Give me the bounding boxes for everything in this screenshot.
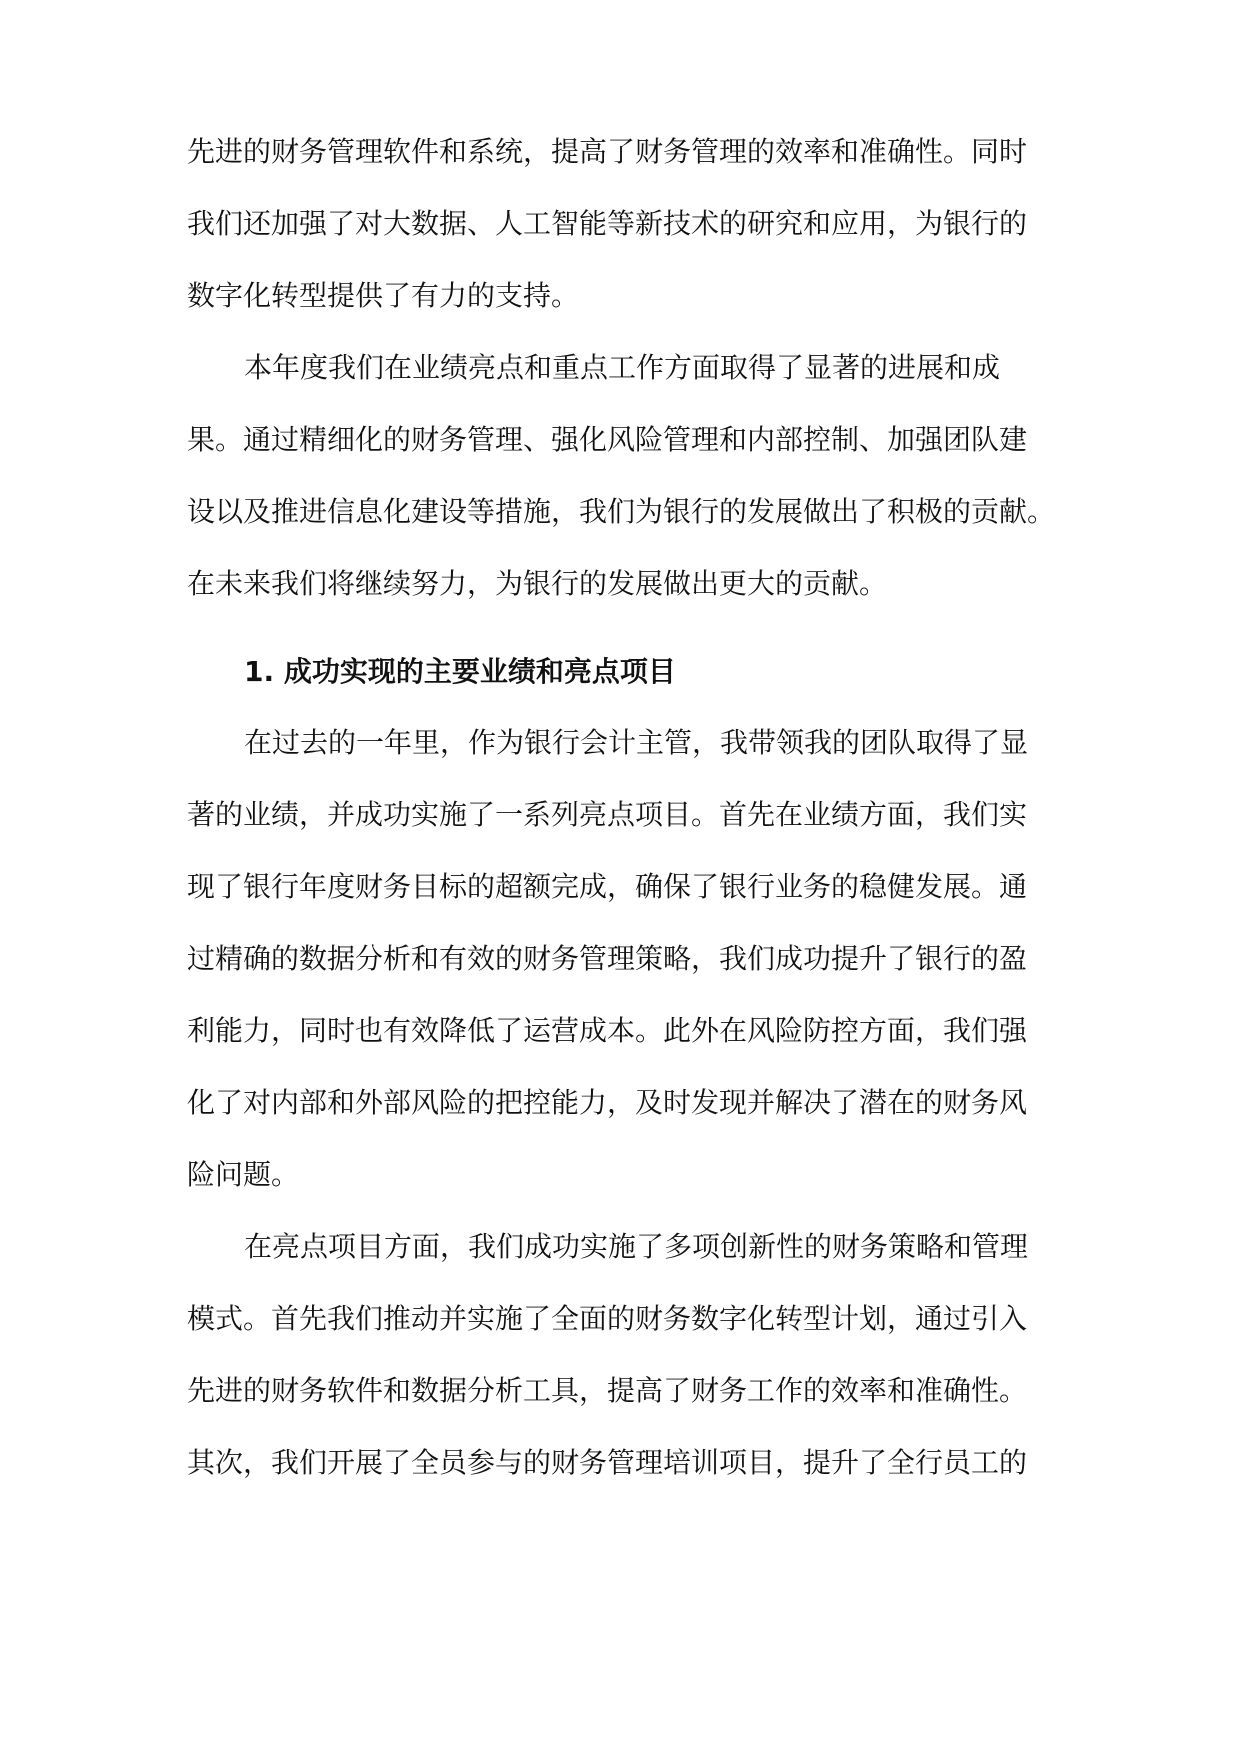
paragraph-line: 在未来我们将继续努力，为银行的发展做出更大的贡献。 [187, 567, 888, 600]
paragraph-line: 设以及推进信息化建设等措施，我们为银行的发展做出了积极的贡献。 [187, 495, 1056, 528]
paragraph-line: 本年度我们在业绩亮点和重点工作方面取得了显著的进展和成 [244, 351, 1001, 384]
paragraph-line: 先进的财务管理软件和系统，提高了财务管理的效率和准确性。同时 [187, 135, 1028, 168]
paragraph-line: 在亮点项目方面，我们成功实施了多项创新性的财务策略和管理 [244, 1230, 1029, 1263]
paragraph-line: 利能力，同时也有效降低了运营成本。此外在风险防控方面，我们强 [187, 1014, 1028, 1047]
paragraph-line: 数字化转型提供了有力的支持。 [187, 279, 580, 312]
paragraph-line: 险问题。 [187, 1158, 300, 1191]
section-heading: 1. 成功实现的主要业绩和亮点项目 [244, 655, 676, 688]
paragraph-line: 现了银行年度财务目标的超额完成，确保了银行业务的稳健发展。通 [187, 870, 1028, 903]
paragraph-line: 模式。首先我们推动并实施了全面的财务数字化转型计划，通过引入 [187, 1302, 1028, 1335]
paragraph-line: 在过去的一年里，作为银行会计主管，我带领我的团队取得了显 [244, 726, 1029, 759]
paragraph-line: 过精确的数据分析和有效的财务管理策略，我们成功提升了银行的盈 [187, 942, 1028, 975]
paragraph-line: 著的业绩，并成功实施了一系列亮点项目。首先在业绩方面，我们实 [187, 798, 1028, 831]
paragraph-line: 我们还加强了对大数据、人工智能等新技术的研究和应用，为银行的 [187, 207, 1028, 240]
paragraph-line: 其次，我们开展了全员参与的财务管理培训项目，提升了全行员工的 [187, 1446, 1028, 1479]
paragraph-line: 果。通过精细化的财务管理、强化风险管理和内部控制、加强团队建 [187, 423, 1028, 456]
paragraph-line: 先进的财务软件和数据分析工具，提高了财务工作的效率和准确性。 [187, 1374, 1028, 1407]
paragraph-line: 化了对内部和外部风险的把控能力，及时发现并解决了潜在的财务风 [187, 1086, 1028, 1119]
